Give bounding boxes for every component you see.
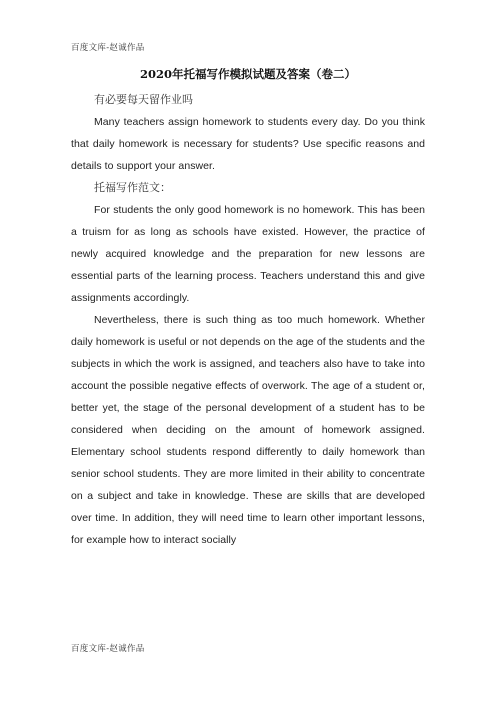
sample-heading: 托福写作范文：: [94, 181, 171, 194]
page-footer: 百度文库-赵诚作品: [71, 644, 145, 654]
document-body: [71, 89, 425, 551]
prompt-paragraph: Many teachers assign homework to students every day. Do you think that daily homework is necessary for students? Use specific reasons and details to support your answer.: [71, 116, 425, 172]
essay-paragraph-2: Nevertheless, there is such thing as too much homework. Whether daily homework is useful or not depends on the age of the students and the subjects in which the work is assigned, and teachers also have to take into account the possible negative effects of overwork. The age of a student or, better yet, the stage of the personal development of a student has to be considered when deciding on the amount of homework assigned. Elementary school students respond differently to daily homework than senior school students. They are more limited in their ability to concentrate on a subject and take in knowledge. These are skills that are developed over time. In addition, they will need time to learn other important lessons, for example how to interact socially: [71, 314, 425, 546]
essay-paragraph-1: For students the only good homework is no homework. This has been a truism for as long as schools have existed. However, the practice of newly acquired knowledge and the preparation for new lessons are essential parts of the learning process. Teachers understand this and give assignments accordingly.: [71, 204, 425, 304]
document-title: 2020年托福写作模拟试题及答案（卷二）: [139, 67, 356, 81]
prompt-heading: 有必要每天留作业吗: [94, 93, 193, 106]
page-header: 百度文库-赵诚作品: [71, 43, 145, 53]
